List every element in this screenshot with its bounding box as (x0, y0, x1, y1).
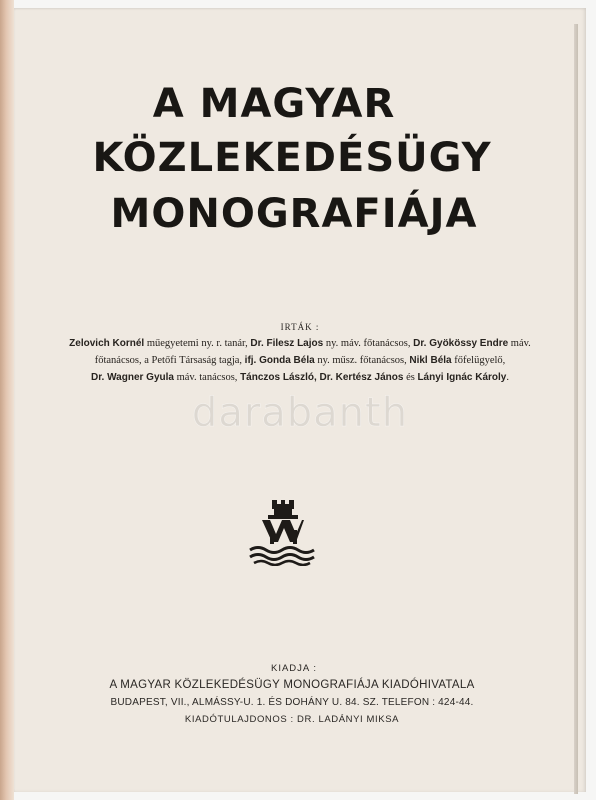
author-name: Dr. Filesz Lajos (250, 338, 324, 349)
publisher-emblem-icon (248, 498, 318, 566)
authors-line-3 (14, 373, 586, 384)
author-role: ny. máv. főtanácsos, (323, 338, 414, 349)
author-name: Tánczos László, Dr. Kertész János (240, 372, 404, 383)
author-name: ifj. Gonda Béla (244, 355, 315, 366)
author-role: . (506, 372, 509, 383)
authors-label: IRTÁK : (280, 322, 320, 332)
author-role: ny. műsz. főtanácsos, (314, 355, 410, 366)
publisher-address: BUDAPEST, VII., ALMÁSSY-U. 1. ÉS DOHÁNY U. 84. SZ. TELEFON : 424-44. (110, 697, 474, 708)
author-name: Dr. Gyökössy Endre (413, 338, 509, 349)
author-name: Nikl Béla (409, 355, 452, 366)
author-role: műegyetemi ny. r. tanár, (144, 338, 251, 349)
authors-line-1 (14, 339, 586, 350)
author-name: Zelovich Kornél (69, 338, 145, 349)
title-line-3: MONOGRAFIÁJA (110, 191, 478, 237)
author-role: máv. (508, 338, 531, 349)
title-page (14, 8, 586, 792)
author-role: főtanácsos, a Petőfi Társaság tagja, (94, 355, 245, 366)
author-role: főfelügyelő, (451, 355, 506, 366)
publisher-owner: KIADÓTULAJDONOS : DR. LADÁNYI MIKSA (184, 714, 400, 725)
authors-line-2 (14, 356, 586, 367)
author-name: Lányi Ignác Károly (417, 372, 507, 383)
title-line-1: A MAGYAR (152, 81, 396, 127)
publisher-name: A MAGYAR KÖZLEKEDÉSÜGY MONOGRAFIÁJA KIADÓHIVATALA (109, 679, 475, 691)
author-role: máv. tanácsos, (173, 372, 241, 383)
title-line-2: KÖZLEKEDÉSÜGY (92, 135, 492, 181)
author-role: és (403, 372, 418, 383)
watermark: darabanth (191, 390, 409, 436)
author-name: Dr. Wagner Gyula (90, 372, 174, 383)
publisher-label: KIADJA : (270, 663, 317, 674)
